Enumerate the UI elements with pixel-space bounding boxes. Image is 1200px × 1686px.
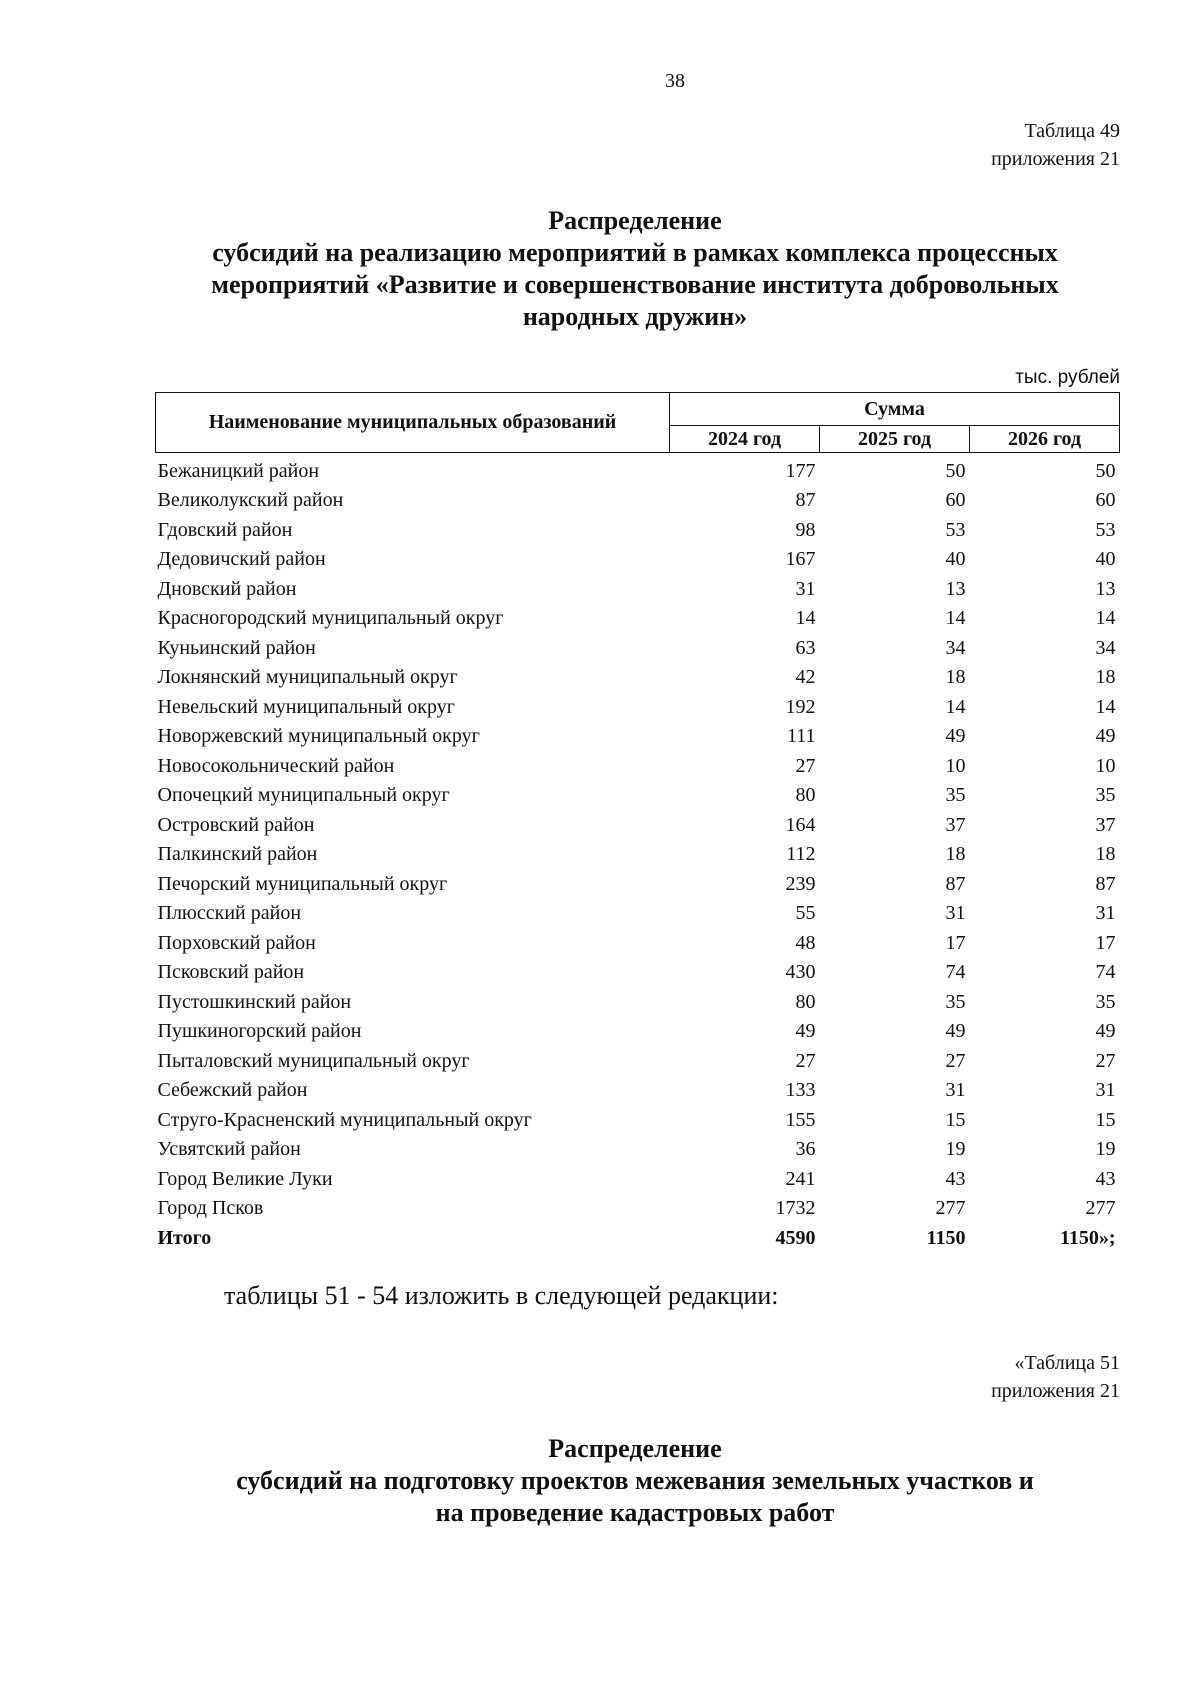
header-year-2026: 2026 год bbox=[970, 426, 1120, 453]
municipality-name: Себежский район bbox=[157, 1079, 308, 1101]
value-2025: 31 bbox=[945, 902, 966, 924]
municipality-name: Гдовский район bbox=[157, 518, 293, 541]
table-row bbox=[156, 453, 1120, 483]
value-2026: 49 bbox=[1095, 725, 1116, 747]
value-2024: 63 bbox=[795, 636, 816, 659]
table-row bbox=[156, 866, 1120, 896]
table-row bbox=[156, 542, 1120, 572]
value-2026: 14 bbox=[1095, 607, 1116, 629]
appendix-label-2: приложения 21 bbox=[991, 1380, 1120, 1402]
value-2025: 17 bbox=[945, 931, 966, 954]
value-2024: 48 bbox=[795, 931, 816, 954]
value-2024: 164 bbox=[785, 813, 816, 836]
municipality-name: Новосокольнический район bbox=[157, 754, 395, 777]
table-row bbox=[156, 483, 1120, 513]
table-row bbox=[156, 896, 1120, 926]
municipality-name: Усвятский район bbox=[157, 1138, 301, 1160]
value-2025: 60 bbox=[945, 489, 966, 511]
municipality-name: Плюсский район bbox=[157, 902, 302, 924]
units-label: тыс. рублей bbox=[1015, 367, 1120, 388]
value-2024: 98 bbox=[795, 518, 816, 541]
value-2025: 31 bbox=[945, 1079, 966, 1101]
municipality-name: Дновский район bbox=[157, 577, 297, 600]
municipality-name: Новоржевский муниципальный округ bbox=[157, 725, 480, 747]
municipality-name: Великолукский район bbox=[157, 489, 344, 511]
value-2025: 35 bbox=[945, 784, 966, 806]
value-2026: 43 bbox=[1095, 1167, 1116, 1190]
municipality-name: Струго-Красненский муниципальный округ bbox=[157, 1108, 532, 1131]
table-row bbox=[156, 1073, 1120, 1103]
value-2026: 37 bbox=[1095, 813, 1116, 836]
value-2024: 55 bbox=[795, 902, 816, 924]
table-51-reference bbox=[991, 1349, 1120, 1405]
table-row bbox=[156, 571, 1120, 601]
table-49-reference bbox=[991, 117, 1120, 173]
value-2024: 42 bbox=[795, 666, 816, 688]
total-row bbox=[156, 1220, 1120, 1250]
value-2025: 34 bbox=[945, 636, 966, 659]
value-2026: 50 bbox=[1095, 459, 1116, 482]
value-2025: 10 bbox=[945, 754, 966, 777]
title-line-3: мероприятий «Развитие и совершенствование института добровольных bbox=[211, 270, 1059, 299]
value-2026: 87 bbox=[1095, 872, 1116, 895]
value-2026: 35 bbox=[1095, 990, 1116, 1013]
value-2025: 15 bbox=[945, 1108, 966, 1131]
table-row bbox=[156, 778, 1120, 808]
value-2026: 17 bbox=[1095, 931, 1116, 954]
value-2026: 60 bbox=[1095, 489, 1116, 511]
value-2026: 27 bbox=[1095, 1049, 1116, 1072]
table-row bbox=[156, 1043, 1120, 1073]
header-year-2025: 2025 год bbox=[820, 426, 970, 453]
title-line-4: народных дружин» bbox=[522, 302, 748, 331]
table-51-title bbox=[150, 1433, 1120, 1529]
value-2024: 155 bbox=[785, 1108, 816, 1131]
municipality-name: Пушкиногорский район bbox=[157, 1020, 362, 1042]
header-year-2024: 2024 год bbox=[670, 426, 820, 453]
value-2025: 87 bbox=[945, 872, 966, 895]
value-2026: 18 bbox=[1095, 666, 1116, 688]
value-2026: 53 bbox=[1095, 518, 1116, 541]
value-2024: 239 bbox=[785, 872, 816, 895]
total-label: Итого bbox=[157, 1226, 212, 1249]
total-2025: 1150 bbox=[926, 1226, 966, 1249]
table-row bbox=[156, 1161, 1120, 1191]
table-row bbox=[156, 630, 1120, 660]
value-2026: 277 bbox=[1085, 1197, 1116, 1219]
municipality-name: Красногородский муниципальный округ bbox=[157, 607, 504, 629]
municipality-name: Островский район bbox=[157, 813, 315, 836]
value-2026: 18 bbox=[1095, 843, 1116, 865]
value-2025: 18 bbox=[945, 843, 966, 865]
title2-line-1: Распределение bbox=[548, 1434, 722, 1463]
table-49-label: Таблица 49 bbox=[1024, 120, 1120, 142]
value-2026: 31 bbox=[1095, 902, 1116, 924]
municipality-name: Невельский муниципальный округ bbox=[157, 695, 455, 718]
value-2025: 37 bbox=[945, 813, 966, 836]
table-row bbox=[156, 512, 1120, 542]
table-49-title bbox=[150, 205, 1120, 333]
municipality-name: Опочецкий муниципальный округ bbox=[157, 784, 450, 806]
title-line-1: Распределение bbox=[548, 206, 722, 235]
municipality-name: Город Псков bbox=[157, 1197, 264, 1219]
municipality-name: Бежаницкий район bbox=[157, 459, 320, 482]
value-2025: 43 bbox=[945, 1167, 966, 1190]
page-number: 38 bbox=[665, 70, 685, 92]
value-2026: 13 bbox=[1095, 577, 1116, 600]
value-2025: 27 bbox=[945, 1049, 966, 1072]
value-2026: 31 bbox=[1095, 1079, 1116, 1101]
table-51-label: «Таблица 51 bbox=[1014, 1352, 1120, 1374]
value-2025: 50 bbox=[945, 459, 966, 482]
table-row bbox=[156, 1102, 1120, 1132]
value-2024: 31 bbox=[795, 577, 816, 600]
value-2026: 49 bbox=[1095, 1020, 1116, 1042]
value-2024: 192 bbox=[785, 695, 816, 718]
value-2024: 133 bbox=[785, 1079, 816, 1101]
header-sum: Сумма bbox=[670, 393, 1120, 426]
title2-line-3: на проведение кадастровых работ bbox=[435, 1498, 835, 1527]
table-row bbox=[156, 719, 1120, 749]
appendix-label: приложения 21 bbox=[991, 148, 1120, 170]
value-2025: 49 bbox=[945, 725, 966, 747]
value-2026: 34 bbox=[1095, 636, 1116, 659]
value-2025: 49 bbox=[945, 1020, 966, 1042]
table-row bbox=[156, 660, 1120, 690]
value-2026: 10 bbox=[1095, 754, 1116, 777]
value-2026: 35 bbox=[1095, 784, 1116, 806]
value-2025: 19 bbox=[945, 1138, 966, 1160]
total-2024: 4590 bbox=[775, 1226, 816, 1249]
value-2025: 18 bbox=[945, 666, 966, 688]
municipality-name: Пыталовский муниципальный округ bbox=[157, 1049, 470, 1072]
value-2024: 241 bbox=[785, 1167, 816, 1190]
edit-instruction: таблицы 51 - 54 изложить в следующей редакции: bbox=[224, 1281, 779, 1310]
value-2025: 74 bbox=[945, 961, 966, 983]
value-2024: 27 bbox=[795, 1049, 816, 1072]
value-2025: 35 bbox=[945, 990, 966, 1013]
table-row bbox=[156, 689, 1120, 719]
value-2024: 49 bbox=[795, 1020, 816, 1042]
value-2026: 14 bbox=[1095, 695, 1116, 718]
municipality-name: Псковский район bbox=[157, 961, 305, 983]
value-2025: 40 bbox=[945, 548, 966, 570]
value-2026: 19 bbox=[1095, 1138, 1116, 1160]
value-2024: 112 bbox=[786, 843, 816, 865]
municipality-name: Куньинский район bbox=[157, 636, 316, 659]
title-line-2: субсидий на реализацию мероприятий в рамках комплекса процессных bbox=[212, 238, 1058, 267]
municipality-name: Локнянский муниципальный округ bbox=[157, 666, 458, 688]
municipality-name: Печорский муниципальный округ bbox=[157, 872, 448, 895]
value-2024: 167 bbox=[785, 548, 816, 570]
value-2024: 177 bbox=[785, 459, 816, 482]
table-row bbox=[156, 1132, 1120, 1162]
value-2024: 87 bbox=[795, 489, 816, 511]
table-row bbox=[156, 1014, 1120, 1044]
municipality-name: Палкинский район bbox=[157, 843, 318, 865]
value-2025: 53 bbox=[945, 518, 966, 541]
value-2025: 13 bbox=[945, 577, 966, 600]
value-2024: 1732 bbox=[775, 1197, 816, 1219]
table-row bbox=[156, 984, 1120, 1014]
value-2026: 74 bbox=[1095, 961, 1116, 983]
value-2024: 80 bbox=[795, 784, 816, 806]
value-2024: 14 bbox=[795, 607, 816, 629]
table-row bbox=[156, 601, 1120, 631]
value-2026: 15 bbox=[1095, 1108, 1116, 1131]
table-row bbox=[156, 748, 1120, 778]
total-2026: 1150»; bbox=[1059, 1226, 1116, 1249]
value-2024: 27 bbox=[795, 754, 816, 777]
municipality-name: Дедовичский район bbox=[157, 548, 326, 570]
value-2024: 36 bbox=[795, 1138, 816, 1160]
value-2024: 430 bbox=[785, 961, 816, 983]
value-2024: 80 bbox=[795, 990, 816, 1013]
header-municipality: Наименование муниципальных образований bbox=[156, 393, 670, 453]
municipality-name: Пустошкинский район bbox=[157, 990, 352, 1013]
value-2025: 14 bbox=[945, 695, 966, 718]
table-row bbox=[156, 955, 1120, 985]
table-row bbox=[156, 837, 1120, 867]
table-row bbox=[156, 925, 1120, 955]
municipality-name: Город Великие Луки bbox=[157, 1167, 333, 1190]
table-row bbox=[156, 1191, 1120, 1221]
municipality-name: Порховский район bbox=[157, 931, 316, 954]
subsidy-table bbox=[155, 392, 1120, 1250]
value-2026: 40 bbox=[1095, 548, 1116, 570]
title2-line-2: субсидий на подготовку проектов межевания земельных участков и bbox=[236, 1466, 1034, 1495]
value-2025: 277 bbox=[935, 1197, 966, 1219]
value-2024: 111 bbox=[786, 725, 816, 747]
value-2025: 14 bbox=[945, 607, 966, 629]
table-row bbox=[156, 807, 1120, 837]
